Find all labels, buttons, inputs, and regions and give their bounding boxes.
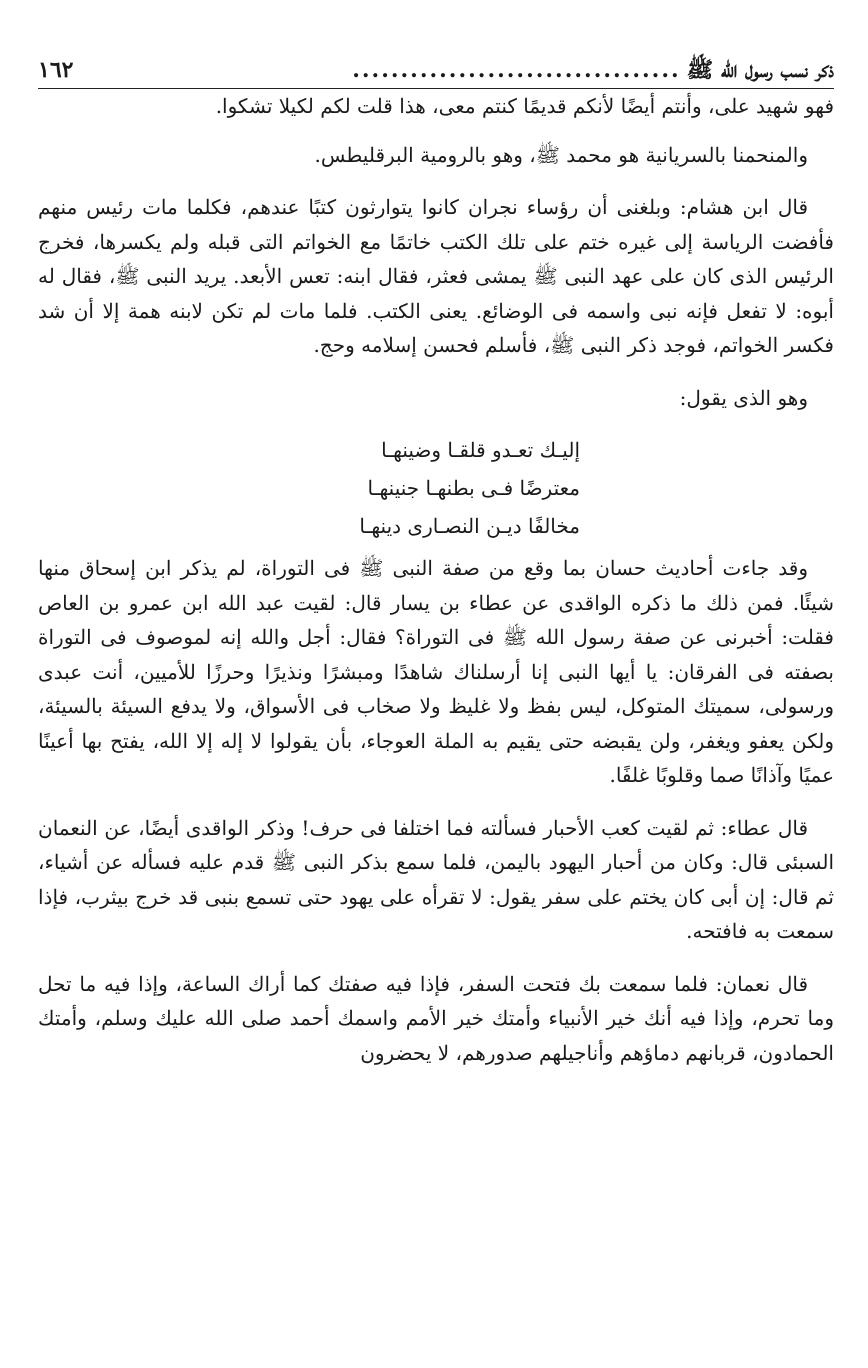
running-header	[38, 52, 834, 89]
paragraph-5: وقد جاءت أحاديث حسان بما وقع من صفة النبى ﷺ فى التوراة، لم يذكر ابن إسحاق منها شيئًا. فمن ذلك ما ذكره الواقدى عن عطاء بن يسار قال: لقيت عبد الله ابن عمرو بن العاص فقلت: أخبرنى عن صفة رسول الله ﷺ فى التوراة؟ فقال: أجل والله إنه لموصوف فى التوراة بصفته فى الفرقان: يا أيها النبى إنا أرسلناك شاهدًا ومبشرًا ونذيرًا وحرزًا للأميين، أنت عبدى ورسولى، سميتك المتوكل، ليس بفظ ولا غليظ ولا صخاب فى الأسواق، ولا يدفع السيئة بالسيئة، ولكن يعفو ويغفر، ولن يقبضه حتى يقيم به الملة العوجاء، بأن يقولوا لا إله إلا الله، يفتح بها أعينًا عميًا وآذانًا صما وقلوبًا غلفًا.	[38, 556, 834, 787]
paragraph-2: والمنحمنا بالسريانية هو محمد ﷺ، وهو بالرومية البرقليطس.	[314, 142, 808, 167]
book-page	[38, 52, 834, 1070]
paragraph-6: قال عطاء: ثم لقيت كعب الأحبار فسألته فما اختلفا فى حرف! وذكر الواقدى أيضًا، عن النعمان السبئى قال: وكان من أحبار اليهود باليمن، فلما سمع بذكر النبى ﷺ قدم عليه فسأله عن أشياء، ثم قال: إن أبى كان يختم على سفر يقول: لا تقرأه على يهود حتى تسمع بنبى قد خرج بيثرب، فإذا سمعت به فافتحه.	[38, 815, 834, 943]
poem-verses	[38, 431, 834, 545]
verse-line: مخالفًا ديـن النصـارى دينهـا	[359, 514, 580, 538]
verse-line: معترضًا فـى بطنهـا جنينهـا	[367, 476, 580, 500]
verse-line: إليـك تعـدو قلقـا وضينهـا	[381, 438, 580, 462]
paragraph-7: قال نعمان: فلما سمعت بك فتحت السفر، فإذا فيه صفتك كما أراك الساعة، وإذا فيه ما تحل وما تحرم، وإذا فيه أنك خير الأنبياء وأمتك خير الأمم واسمك أحمد صلى الله عليك وسلم، وأمتك الحمادون، قربانهم دماؤهم وأناجيلهم صدورهم، لا يحضرون	[38, 971, 834, 1065]
chapter-title: ذكر نسب رسول الله ﷺ	[686, 57, 834, 83]
page-number: ١٦٢	[38, 57, 74, 83]
paragraph-1: فهو شهيد على، وأنتم أيضًا لأنكم قديمًا كنتم معى، هذا قلت لكم لكيلا تشكوا.	[215, 94, 834, 118]
paragraph-4: وهو الذى يقول:	[679, 385, 808, 410]
paragraph-3: قال ابن هشام: وبلغنى أن رؤساء نجران كانوا يتوارثون كتبًا عندهم، فكلما مات رئيس منهم فأفضت الرياسة إلى غيره ختم على تلك الكتب خاتمًا مع الخواتم التى قبله ولم يكسرها، فخرج الرئيس الذى كان على عهد النبى ﷺ يمشى فعثر، فقال ابنه: تعس الأبعد. يريد النبى ﷺ، فقال له أبوه: لا تفعل فإنه نبى واسمه فى الوضائع. يعنى الكتب. فلما مات لم تكن لابنه همة إلا أن شد فكسر الخواتم، فوجد ذكر النبى ﷺ، فأسلم فحسن إسلامه وحج.	[38, 195, 834, 357]
leader-dots: ..................................	[352, 57, 681, 83]
